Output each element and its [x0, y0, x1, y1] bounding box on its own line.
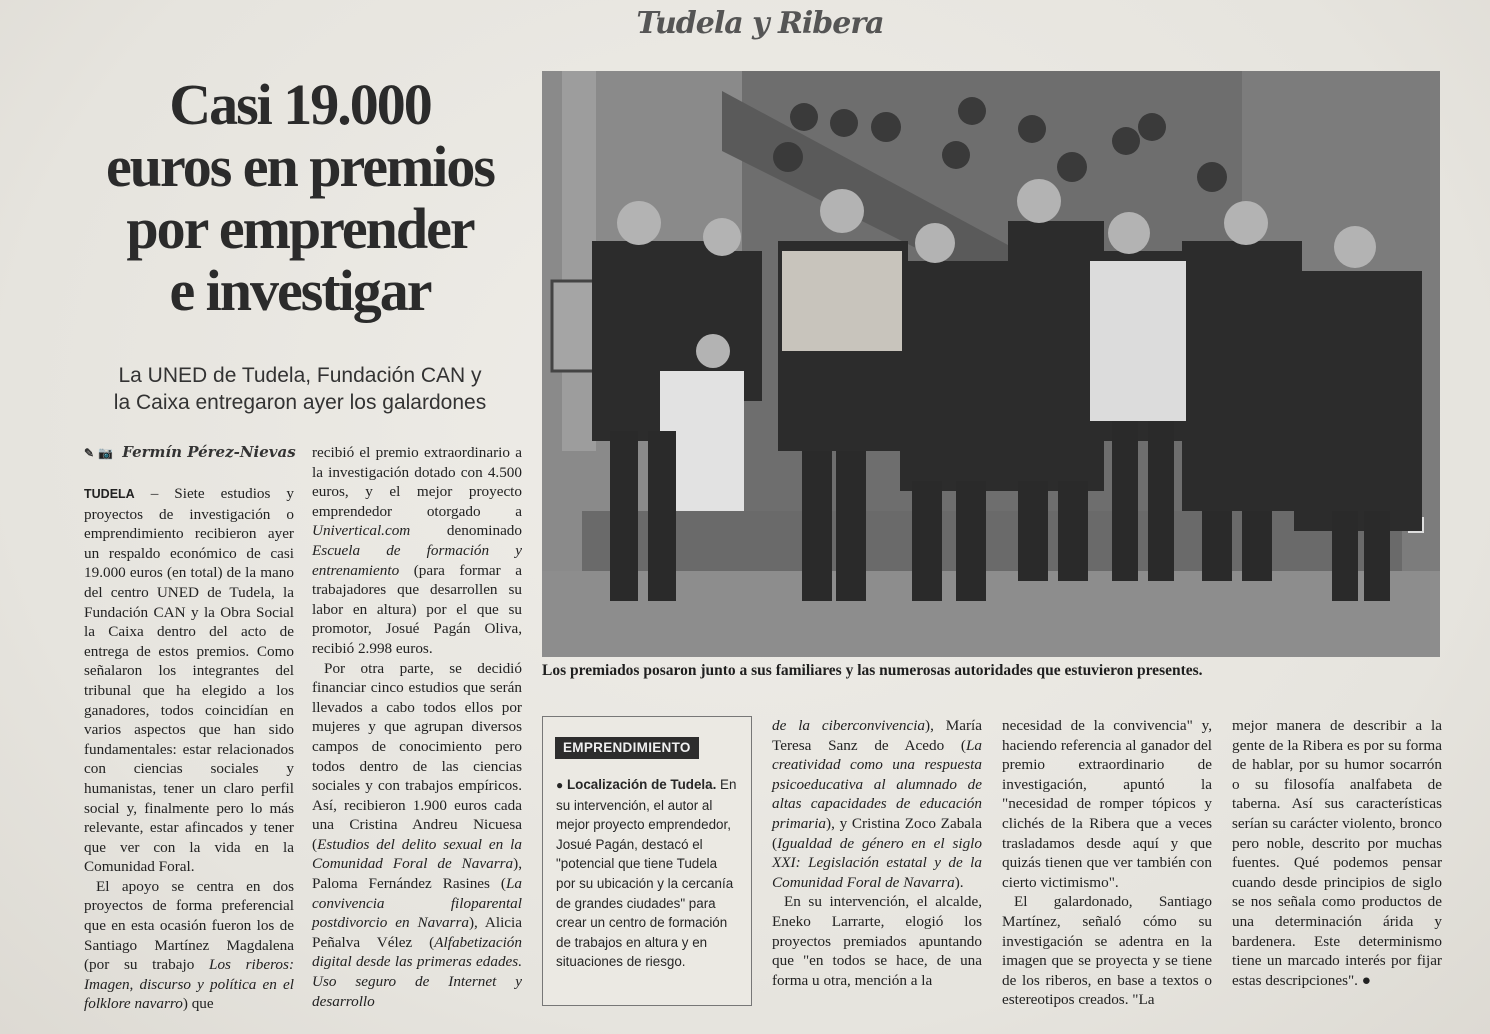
section-title: Tudela y Ribera — [636, 6, 884, 41]
camera-icon: 📷 — [98, 446, 114, 460]
work-title: Univertical.com — [312, 522, 411, 540]
subheadline — [80, 362, 520, 416]
paragraph: El galardonado, Santiago Martínez, señaló cómo su investigación se adentra en la imagen que se proyecta y se tiene de los riberos, en base a textos o estereotipos creados. "La — [1002, 893, 1212, 1009]
paragraph-text: mejor manera de describir a la gente de la Ribera es por su forma de hablar, por su humor socarrón o su filosofía analfabeta de taberna. Así sus características serían su carácter violento, bronco pero noble, descrito por muchas fuentes. Qué podemos pensar cuando desde principios de siglo se nos señala como productos de una determinación árida y bardenera. Este determinismo tiene un marcado interés por fijar estas descripciones". — [1232, 717, 1442, 989]
work-title: La creatividad como una respuesta psicoeducativa al alumnado de altas capacidades de educación primaria — [772, 736, 982, 832]
dateline: TUDELA — [84, 487, 135, 501]
headline-line: euros en premios — [106, 134, 494, 199]
paragraph — [312, 443, 522, 659]
paragraph — [1232, 716, 1442, 990]
paragraph-text: ), María Teresa Sanz de Acedo ( — [772, 717, 983, 754]
work-title: de la ciberconvivencia — [772, 717, 926, 734]
paragraph-text: ), Alicia Peñalva Vélez ( — [312, 914, 522, 951]
headline-line: Casi 19.000 — [169, 72, 431, 137]
paragraph-text: – Siete estudios y proyectos de investigación o emprendimiento recibieron ayer un respaldo económico de casi 19.000 euros (en total) de la mano del centro UNED de Tudela, la Fundación CAN y la Obra Social la Caixa dentro del acto de entrega de estos premios. Como señalaron los integrantes del tribunal que ha elegido a los ganadores, todos coincidían en varios aspectos que han sido fundamentales: estar relacionados con ciencias sociales y humanistas, tener un claro perfil social y, finalmente pero lo más relevante, estar afincados y tener que ver con la vida en la Comunidad Foral. — [84, 485, 294, 876]
group-photo-illustration — [542, 71, 1440, 657]
subheadline-line: la Caixa entregaron ayer los galardones — [113, 391, 487, 414]
article-column-1 — [84, 484, 294, 1014]
paragraph-text: ). — [954, 873, 964, 891]
article-column-4 — [772, 716, 982, 990]
group-photo — [542, 71, 1440, 657]
pencil-icon: ✎ — [84, 446, 95, 460]
article-column-2 — [312, 443, 522, 1011]
work-title: Estudios del delito sexual en la Comunidad Foral de Navarra — [312, 835, 522, 873]
headline-line: por emprender — [126, 196, 474, 261]
byline — [84, 443, 304, 465]
work-title: Los riberos: Imagen, discurso y política en el folklore navarro — [84, 956, 294, 1013]
work-title: Igualdad de género en el siglo XXI: Legislación estatal y de la Comunidad Foral de Navarra — [772, 834, 982, 891]
article-column-6 — [1232, 716, 1442, 990]
paragraph: necesidad de la convivencia" y, haciendo referencia al ganador del premio extraordinario de investigación, apuntó la "necesidad de romper tópicos y clichés de la Ribera que a veces trasladamos desde aquí y que quizás tienen que ver también con cierto victimismo". — [1002, 717, 1212, 891]
box-label: EMPRENDIMIENTO — [555, 737, 699, 759]
author-name: Fermín Pérez-Nievas — [122, 443, 296, 461]
paragraph-text: (para formar a trabajadores que desarrollen su labor en altura) por el que su promotor, Josué Pagán Oliva, recibió 2.998 euros. — [312, 561, 522, 657]
article-column-5 — [1002, 716, 1212, 1010]
paragraph — [312, 659, 522, 1012]
paragraph-text: El apoyo se centra en dos proyectos de forma preferencial que en esta ocasión fueron los de Santiago Martínez Magdalena (por su trabajo — [84, 877, 294, 974]
photo-caption: Los premiados posaron junto a sus familiares y las numerosas autoridades que estuvieron presentes. — [542, 662, 1203, 679]
paragraph-text: ), Paloma Fernández Rasines ( — [312, 855, 522, 893]
work-title: Escuela de formación y entrenamiento — [312, 541, 522, 579]
subheadline-line: La UNED de Tudela, Fundación CAN y — [118, 364, 482, 387]
paragraph — [772, 716, 982, 892]
bullet-icon: ● — [556, 778, 564, 792]
box-lead: Localización de Tudela. — [566, 777, 717, 792]
work-title: Alfabetización digital desde las primeras edades. Uso seguro de Internet y desarrollo — [312, 933, 522, 1010]
paragraph: En su intervención, el alcalde, Eneko Larrarte, elogió los proyectos premiados apuntando que "en todos se hace, de una forma u otra, mención a la — [772, 893, 982, 989]
paragraph — [84, 484, 294, 877]
headline-line: e investigar — [169, 258, 431, 323]
box-body — [556, 775, 740, 972]
paragraph-text: Por otra parte, se decidió financiar cinco estudios que serán llevados a cabo todos ellos por mujeres y que agrupan diversos campos de conocimiento pero todos dentro de las ciencias sociales y con trabajos empíricos. Así, recibieron 1.900 euros cada una Cristina Andreu Nicuesa ( — [312, 659, 522, 853]
paragraph-text: denominado — [410, 522, 522, 540]
paragraph-text: ) que — [182, 995, 214, 1013]
work-title: La convivencia filoparental postdivorcio en Navarra — [312, 875, 522, 932]
end-mark-icon: ● — [1361, 971, 1371, 989]
paragraph-text: recibió el premio extraordinario a la investigación dotado con 4.500 euros, y el mejor proyecto emprendedor otorgado a — [312, 444, 522, 520]
headline — [80, 74, 520, 322]
box-text: En su intervención, el autor al mejor proyecto emprendedor, Josué Pagán, destacó el "potencial que tiene Tudela por su ubicación y la cercanía de grandes ciudades" para crear un centro de formación de trabajos en altura y en situaciones de riesgo. — [556, 777, 737, 970]
paragraph-text: ), y Cristina Zoco Zabala ( — [772, 814, 982, 852]
paragraph — [84, 877, 294, 1014]
sidebar-box — [542, 716, 752, 1006]
